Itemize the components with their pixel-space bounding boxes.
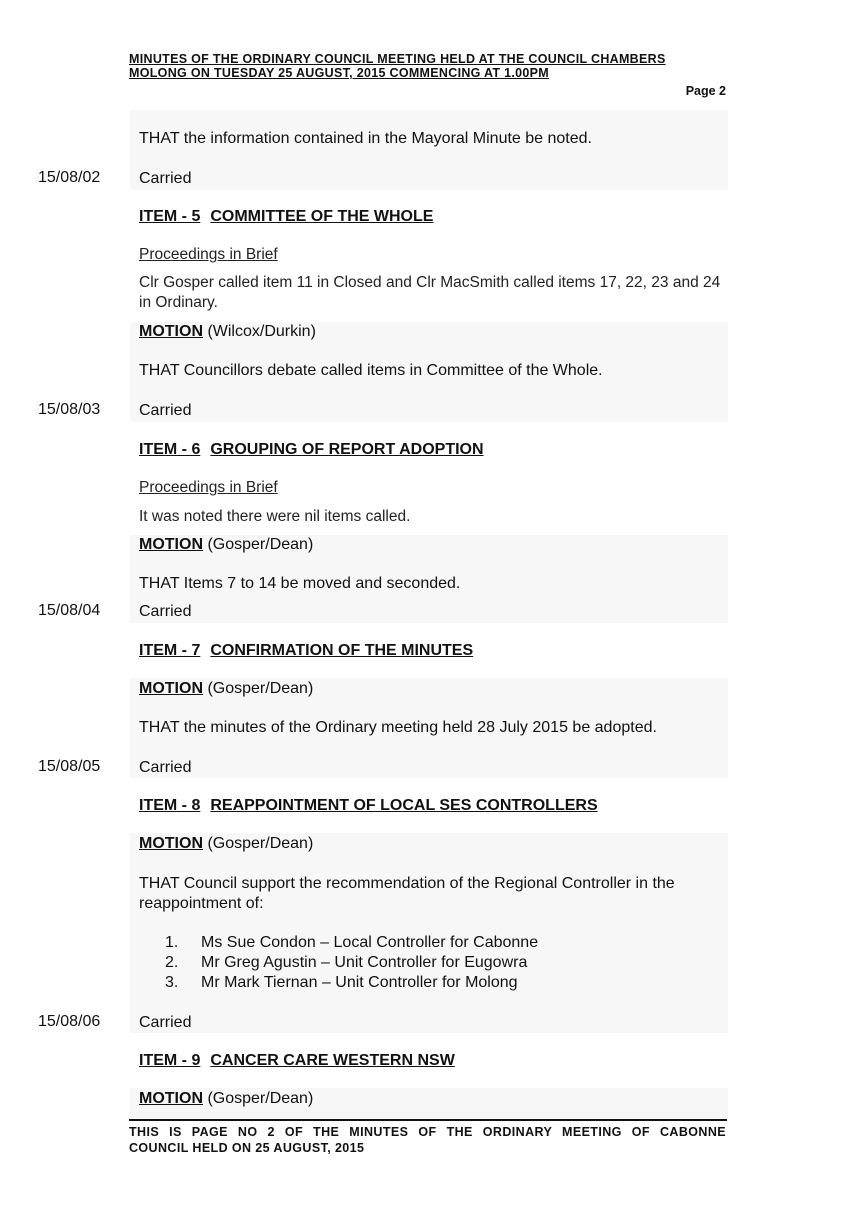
list-number: 3. xyxy=(165,974,179,991)
item-number: ITEM - 6 xyxy=(139,441,201,458)
motion-label: MOTION xyxy=(139,323,203,340)
carried-label: Carried xyxy=(139,759,192,776)
item-number: ITEM - 9 xyxy=(139,1052,201,1069)
list-item xyxy=(165,973,538,993)
motion-movers: (Gosper/Dean) xyxy=(203,1090,314,1107)
list-number: 1. xyxy=(165,934,179,951)
motion-movers: (Wilcox/Durkin) xyxy=(203,323,316,340)
item-heading xyxy=(139,1052,455,1070)
resolution-text: THAT Council support the recommendation of the Regional Controller in the reappointment of: xyxy=(139,875,675,912)
footer-line-1: THIS IS PAGE NO 2 OF THE MINUTES OF THE ORDINARY MEETING OF CABONNE xyxy=(129,1125,726,1139)
list-item xyxy=(165,953,538,973)
motion-movers: (Gosper/Dean) xyxy=(203,680,314,697)
item-number: ITEM - 7 xyxy=(139,642,201,659)
list-item xyxy=(165,933,538,953)
list-text: Mr Mark Tiernan – Unit Controller for Molong xyxy=(201,974,518,991)
document-header xyxy=(129,52,726,80)
proceedings-text: It was noted there were nil items called. xyxy=(139,508,411,525)
motion-label: MOTION xyxy=(139,680,203,697)
motion-movers: (Gosper/Dean) xyxy=(203,536,314,553)
motion-line xyxy=(139,1089,729,1109)
proceedings-text: Clr Gosper called item 11 in Closed and Clr MacSmith called items 17, 22, 23 and 24 in Ordinary. xyxy=(139,274,721,311)
document-footer xyxy=(129,1124,726,1156)
item-title: COMMITTEE OF THE WHOLE xyxy=(210,208,434,225)
carried-label: Carried xyxy=(139,402,192,419)
footer-divider xyxy=(129,1119,727,1121)
proceedings-in-brief-heading: Proceedings in Brief xyxy=(139,479,278,496)
page-number: Page 2 xyxy=(685,84,726,98)
item-title: CONFIRMATION OF THE MINUTES xyxy=(210,642,474,659)
resolution-number: 15/08/03 xyxy=(38,401,101,418)
list-number: 2. xyxy=(165,954,179,971)
item-title: REAPPOINTMENT OF LOCAL SES CONTROLLERS xyxy=(210,797,598,814)
motion-line xyxy=(139,834,729,854)
motion-line xyxy=(139,322,729,342)
resolution-text: THAT the information contained in the Mayoral Minute be noted. xyxy=(139,130,592,147)
motion-label: MOTION xyxy=(139,536,203,553)
footer-line-2: COUNCIL HELD ON 25 AUGUST, 2015 xyxy=(129,1141,365,1155)
carried-label: Carried xyxy=(139,170,192,187)
resolution-number: 15/08/05 xyxy=(38,758,101,775)
resolution-text: THAT Items 7 to 14 be moved and seconded. xyxy=(139,575,461,592)
resolution-text: THAT Councillors debate called items in Committee of the Whole. xyxy=(139,362,603,379)
header-line-1: MINUTES OF THE ORDINARY COUNCIL MEETING HELD AT THE COUNCIL CHAMBERS xyxy=(129,52,666,66)
resolution-number: 15/08/06 xyxy=(38,1013,101,1030)
item-heading xyxy=(139,797,598,815)
item-number: ITEM - 8 xyxy=(139,797,201,814)
appointment-list xyxy=(165,933,538,993)
carried-label: Carried xyxy=(139,1014,192,1031)
item-number: ITEM - 5 xyxy=(139,208,201,225)
motion-line xyxy=(139,679,729,699)
motion-movers: (Gosper/Dean) xyxy=(203,835,314,852)
item-heading xyxy=(139,642,473,660)
list-text: Ms Sue Condon – Local Controller for Cabonne xyxy=(201,934,539,951)
motion-line xyxy=(139,535,729,555)
proceedings-in-brief-heading: Proceedings in Brief xyxy=(139,246,278,263)
motion-label: MOTION xyxy=(139,835,203,852)
motion-label: MOTION xyxy=(139,1090,203,1107)
carried-label: Carried xyxy=(139,603,192,620)
resolution-text: THAT the minutes of the Ordinary meeting held 28 July 2015 be adopted. xyxy=(139,719,657,736)
item-heading xyxy=(139,208,433,226)
item-title: GROUPING OF REPORT ADOPTION xyxy=(210,441,484,458)
header-line-2: MOLONG ON TUESDAY 25 AUGUST, 2015 COMMENCING AT 1.00PM xyxy=(129,66,549,80)
item-title: CANCER CARE WESTERN NSW xyxy=(210,1052,455,1069)
list-text: Mr Greg Agustin – Unit Controller for Eugowra xyxy=(201,954,528,971)
item-heading xyxy=(139,441,484,459)
resolution-number: 15/08/04 xyxy=(38,602,101,619)
resolution-number: 15/08/02 xyxy=(38,169,101,186)
